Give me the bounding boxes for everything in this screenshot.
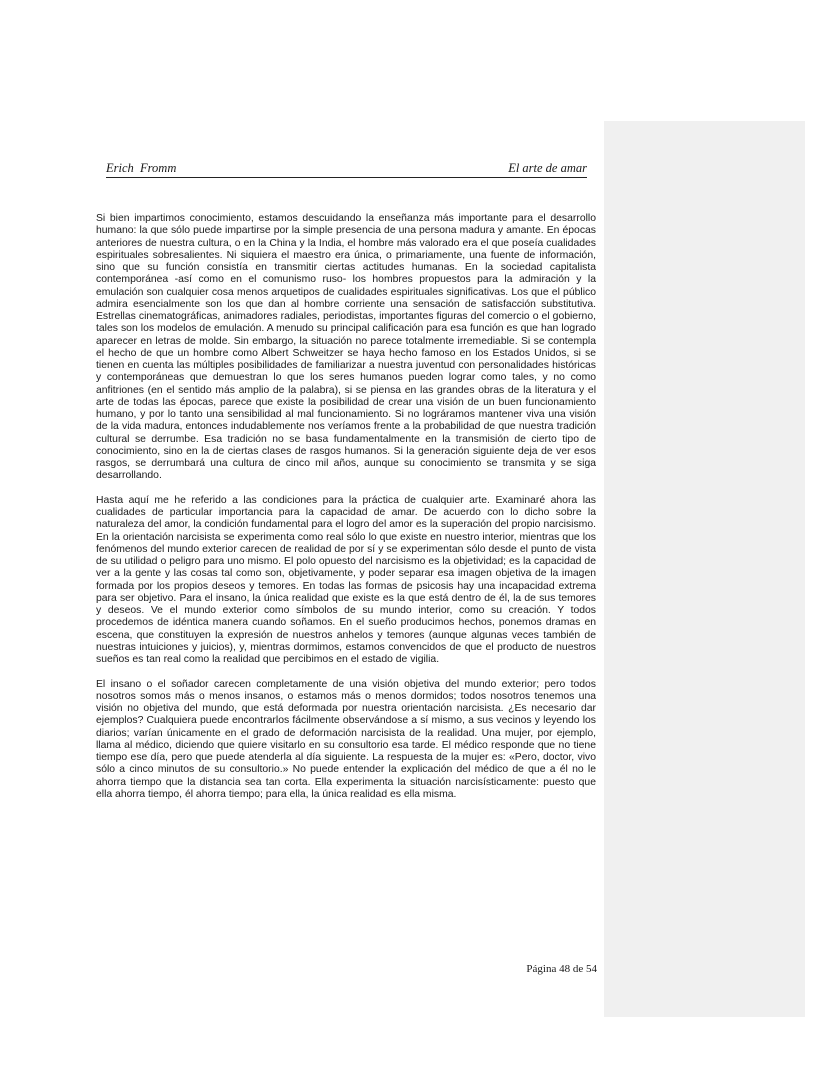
comment-pane-header (604, 121, 805, 171)
header-book-title: El arte de amar (508, 161, 587, 175)
header-author: Erich Fromm (106, 161, 177, 175)
paragraph-3: El insano o el soñador carecen completamente de una visión objetiva del mundo exterior; pero todos nosotros somos más o menos insanos, o estamos más o menos dormidos; todos nosotros tenemos una visión no objetiva del mundo, que está deformada por nuestra orientación narcisista. ¿Es necesario dar ejemplos? Cualquiera puede encontrarlos fácilmente observándose a sí mismo, a sus vecinos y leyendo los diarios; varían únicamente en el grado de deformación narcisista de la realidad. Una mujer, por ejemplo, llama al médico, diciendo que quiere visitarlo en su consultorio esa tarde. El médico responde que no tiene tiempo ese día, pero que puede atenderla al día siguiente. La respuesta de la mujer es: «Pero, doctor, vivo sólo a cinco minutos de su consultorio.» No puede entender la explicación del médico de que a él no le ahorra tiempo que la distancia sea tan corta. Ella experimenta la situación narcisísticamente: puesto que ella ahorra tiempo, él ahorra tiempo; para ella, la única realidad es ella misma. (96, 678, 596, 800)
paragraph-1: Si bien impartimos conocimiento, estamos descuidando la enseñanza más importante para el desarrollo humano: la que sólo puede impartirse por la simple presencia de una persona madura y amante. En épocas anteriores de nuestra cultura, o en la China y la India, el hombre más valorado era el que poseía cualidades espirituales sobresalientes. Ni siquiera el maestro era única, o primariamente, una fuente de información, sino que su función consistía en transmitir ciertas actitudes humanas. En la sociedad capitalista contemporánea -así como en el comunismo ruso- los hombres propuestos para la admiración y la emulación son cualquier cosa menos arquetipos de cualidades espirituales significativas. Los que el público admira esencialmente son los que dan al hombre corriente una sensación de satisfacción substitutiva. Estrellas cinematográficas, animadores radiales, periodistas, importantes figuras del comercio o el gobierno, tales son los modelos de emulación. A menudo su principal calificación para esa función es que han logrado aparecer en letras de molde. Sin embargo, la situación no parece totalmente irremediable. Si se contempla el hecho de que un hombre como Albert Schweitzer se haya hecho famoso en los Estados Unidos, si se tienen en cuenta las múltiples posibilidades de familiarizar a nuestra juventud con personalidades históricas y contemporáneas que demuestran lo que los seres humanos pueden lograr como tales, y no como anfitriones (en el sentido más amplio de la palabra), si se piensa en las grandes obras de la literatura y el arte de todas las épocas, parece que existe la posibilidad de crear una visión de un buen funcionamiento humano, y por lo tanto una sensibilidad al mal funcionamiento. Si no lográramos mantener viva una visión de la vida madura, entonces indudablemente nos veríamos frente a la probabilidad de que nuestra tradición cultural se derrumbe. Esa tradición no se basa fundamentalmente en la transmisión de cierto tipo de conocimiento, sino en la de ciertas clases de rasgos humanos. Si la generación siguiente deja de ver esos rasgos, se derrumbará una cultura de cinco mil años, aunque su conocimiento se transmita y se siga desarrollando. (96, 213, 596, 482)
document-body (96, 213, 596, 813)
page-header (106, 161, 587, 178)
paragraph-2: Hasta aquí me he referido a las condiciones para la práctica de cualquier arte. Examinaré ahora las cualidades de particular importancia para la capacidad de amar. De acuerdo con lo dicho sobre la naturaleza del amor, la condición fundamental para el logro del amor es la superación del propio narcisismo. En la orientación narcisista se experimenta como real sólo lo que existe en nuestro interior, mientras que los fenómenos del mundo exterior carecen de realidad de por sí y se experimentan sólo desde el punto de vista de su utilidad o peligro para uno mismo. El polo opuesto del narcisismo es la objetividad; es la capacidad de ver a la gente y las cosas tal como son, objetivamente, y poder separar esa imagen objetiva de la imagen formada por los propios deseos y temores. En todas las formas de psicosis hay una incapacidad extrema para ser objetivo. Para el insano, la única realidad que existe es la que está dentro de él, la de sus temores y deseos. Ve el mundo exterior como símbolos de su mundo interior, como su creación. Y todos procedemos de idéntica manera cuando soñamos. En el sueño producimos hechos, ponemos dramas en escena, que constituyen la expresión de nuestros anhelos y temores (aunque algunas veces también de nuestras intuiciones y juicios), y, mientras dormimos, estamos convencidos de que el producto de nuestros sueños es tan real como la realidad que percibimos en el estado de vigilia. (96, 494, 596, 665)
page-number: Página 48 de 54 (526, 963, 597, 975)
comment-pane (604, 121, 805, 1017)
